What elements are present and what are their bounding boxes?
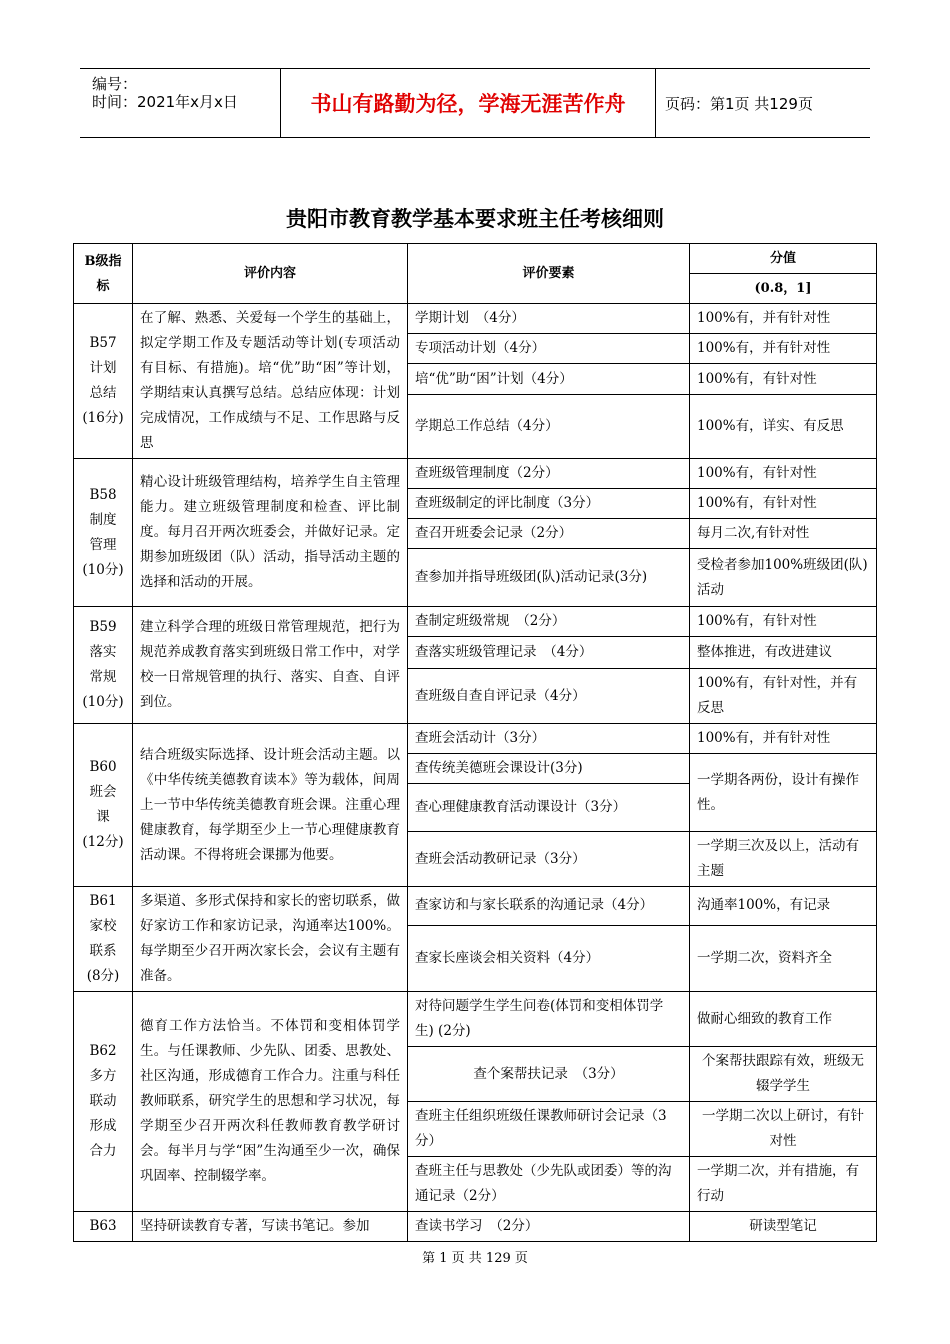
- element-cell: 查班会活动计（3分）: [408, 724, 690, 754]
- element-cell: 查班级管理制度（2分）: [408, 459, 690, 489]
- element-cell: 查召开班委会记录（2分）: [408, 519, 690, 549]
- score-cell: 一学期二次，资料齐全: [690, 925, 877, 991]
- element-cell: 查制定班级常规 （2分）: [408, 607, 690, 637]
- time-label: 时间：2021年x月x日: [92, 93, 238, 111]
- document-header: [80, 68, 870, 138]
- element-cell: 专项活动计划（4分）: [408, 334, 690, 364]
- header-content: 评价内容: [133, 244, 408, 304]
- element-cell: 查落实班级管理记录 （4分）: [408, 637, 690, 669]
- content-cell: 精心设计班级管理结构，培养学生自主管理能力。建立班级管理制度和检查、评比制度。每月召开两次班委会，并做好记录。定期参加班级团（队）活动，指导活动主题的选择和活动的开展。: [133, 459, 408, 607]
- score-cell: 个案帮扶跟踪有效，班级无辍学学生: [690, 1047, 877, 1102]
- content-cell: 多渠道、多形式保持和家长的密切联系，做好家访工作和家访记录，沟通率达100%。每学期至少召开两次家长会，会议有主题有准备。: [133, 887, 408, 992]
- score-cell: 一学期二次以上研讨，有针对性: [690, 1102, 877, 1157]
- table-row: [74, 304, 877, 334]
- element-cell: 查班级自查自评记录（4分）: [408, 669, 690, 724]
- table-row: [74, 459, 877, 489]
- score-cell: 100%有，有针对性，并有反思: [690, 669, 877, 724]
- content-cell: 在了解、熟悉、关爱每一个学生的基础上，拟定学期工作及专题活动等计划(专项活动有目标、有措施)。培“优”助“困”等计划，学期结束认真撰写总结。总结应体现：计划完成情况，工作成绩与不足、工作思路与反思: [133, 304, 408, 459]
- score-cell: 100%有，有针对性: [690, 489, 877, 519]
- score-cell: 一学期各两份，设计有操作性。: [690, 754, 877, 832]
- content-cell: 结合班级实际选择、设计班会活动主题。以《中华传统美德教育读本》等为载体，间周上一节中华传统美德教育班会课。注重心理健康教育，每学期至少上一节心理健康教育活动课。不得将班会课挪为他要。: [133, 724, 408, 887]
- element-cell: 查班主任与思教处（少先队或团委）等的沟通记录（2分）: [408, 1157, 690, 1212]
- score-cell: 沟通率100%，有记录: [690, 887, 877, 926]
- indicator-cell: B58 制度 管理 (10分): [74, 459, 133, 607]
- indicator-cell: B62 多方 联动 形成 合力: [74, 992, 133, 1212]
- element-cell: 查心理健康教育活动课设计（3分）: [408, 784, 690, 832]
- element-cell: 查班会活动教研记录（3分）: [408, 832, 690, 887]
- element-cell: 查班主任组织班级任课教师研讨会记录（3分）: [408, 1102, 690, 1157]
- content-cell: 坚持研读教育专著，写读书笔记。参加: [133, 1212, 408, 1242]
- score-cell: 100%有，有针对性: [690, 364, 877, 395]
- score-cell: 研读型笔记: [690, 1212, 877, 1242]
- element-cell: 查个案帮扶记录 （3分）: [408, 1047, 690, 1102]
- element-cell: 培“优”助“困”计划（4分）: [408, 364, 690, 395]
- table-row: [74, 887, 877, 926]
- table-row: [74, 607, 877, 637]
- score-cell: 100%有，并有针对性: [690, 304, 877, 334]
- indicator-cell: B60 班会 课 (12分): [74, 724, 133, 887]
- score-cell: 100%有，详实、有反思: [690, 395, 877, 459]
- header-indicator: B级指标: [74, 244, 133, 304]
- header-score-range: (0.8，1]: [690, 274, 877, 304]
- element-cell: 学期总工作总结（4分）: [408, 395, 690, 459]
- indicator-cell: B59 落实 常规 (10分): [74, 607, 133, 724]
- table-row: [74, 724, 877, 754]
- score-cell: 100%有，并有针对性: [690, 334, 877, 364]
- element-cell: 对待问题学生学生问卷(体罚和变相体罚学生) (2分): [408, 992, 690, 1047]
- indicator-cell: B57 计划 总结 (16分): [74, 304, 133, 459]
- table-row: [74, 992, 877, 1047]
- score-cell: 一学期三次及以上，活动有主题: [690, 832, 877, 887]
- header-left: [80, 69, 280, 137]
- score-cell: 100%有，有针对性: [690, 607, 877, 637]
- content-cell: 德育工作方法恰当。不体罚和变相体罚学生。与任课教师、少先队、团委、思教处、社区沟通，形成德育工作合力。注重与科任教师联系，研究学生的思想和学习状况，每学期至少召开两次科任教师教育教学研讨会。每半月与学“困”生沟通至少一次，确保巩固率、控制辍学率。: [133, 992, 408, 1212]
- element-cell: 查班级制定的评比制度（3分）: [408, 489, 690, 519]
- indicator-cell: B61 家校 联系 (8分): [74, 887, 133, 992]
- page-info: 页码：第1页 共129页: [665, 94, 813, 113]
- document-title: 贵阳市教育教学基本要求班主任考核细则: [286, 207, 664, 231]
- header-score: 分值: [690, 244, 877, 274]
- motto: 书山有路勤为径，学海无涯苦作舟: [280, 69, 656, 137]
- number-label: 编号：: [92, 75, 138, 93]
- score-cell: 一学期二次，并有措施，有行动: [690, 1157, 877, 1212]
- score-cell: 每月二次,有针对性: [690, 519, 877, 549]
- page-footer: 第 1 页 共 129 页: [422, 1251, 528, 1266]
- assessment-table: [73, 243, 877, 1242]
- score-cell: 100%有，有针对性: [690, 459, 877, 489]
- score-cell: 100%有，并有针对性: [690, 724, 877, 754]
- table-row: [74, 1212, 877, 1242]
- score-cell: 做耐心细致的教育工作: [690, 992, 877, 1047]
- content-cell: 建立科学合理的班级日常管理规范，把行为规范养成教育落实到班级日常工作中，对学校一日常规管理的执行、落实、自查、自评到位。: [133, 607, 408, 724]
- element-cell: 查家长座谈会相关资料（4分）: [408, 925, 690, 991]
- indicator-cell: B63: [74, 1212, 133, 1242]
- element-cell: 查传统美德班会课设计(3分): [408, 754, 690, 784]
- score-cell: 受检者参加100%班级团(队)活动: [690, 549, 877, 607]
- element-cell: 查读书学习 （2分）: [408, 1212, 690, 1242]
- element-cell: 查参加并指导班级团(队)活动记录(3分): [408, 549, 690, 607]
- score-cell: 整体推进，有改进建议: [690, 637, 877, 669]
- header-elements: 评价要素: [408, 244, 690, 304]
- element-cell: 查家访和与家长联系的沟通记录（4分）: [408, 887, 690, 926]
- element-cell: 学期计划 （4分）: [408, 304, 690, 334]
